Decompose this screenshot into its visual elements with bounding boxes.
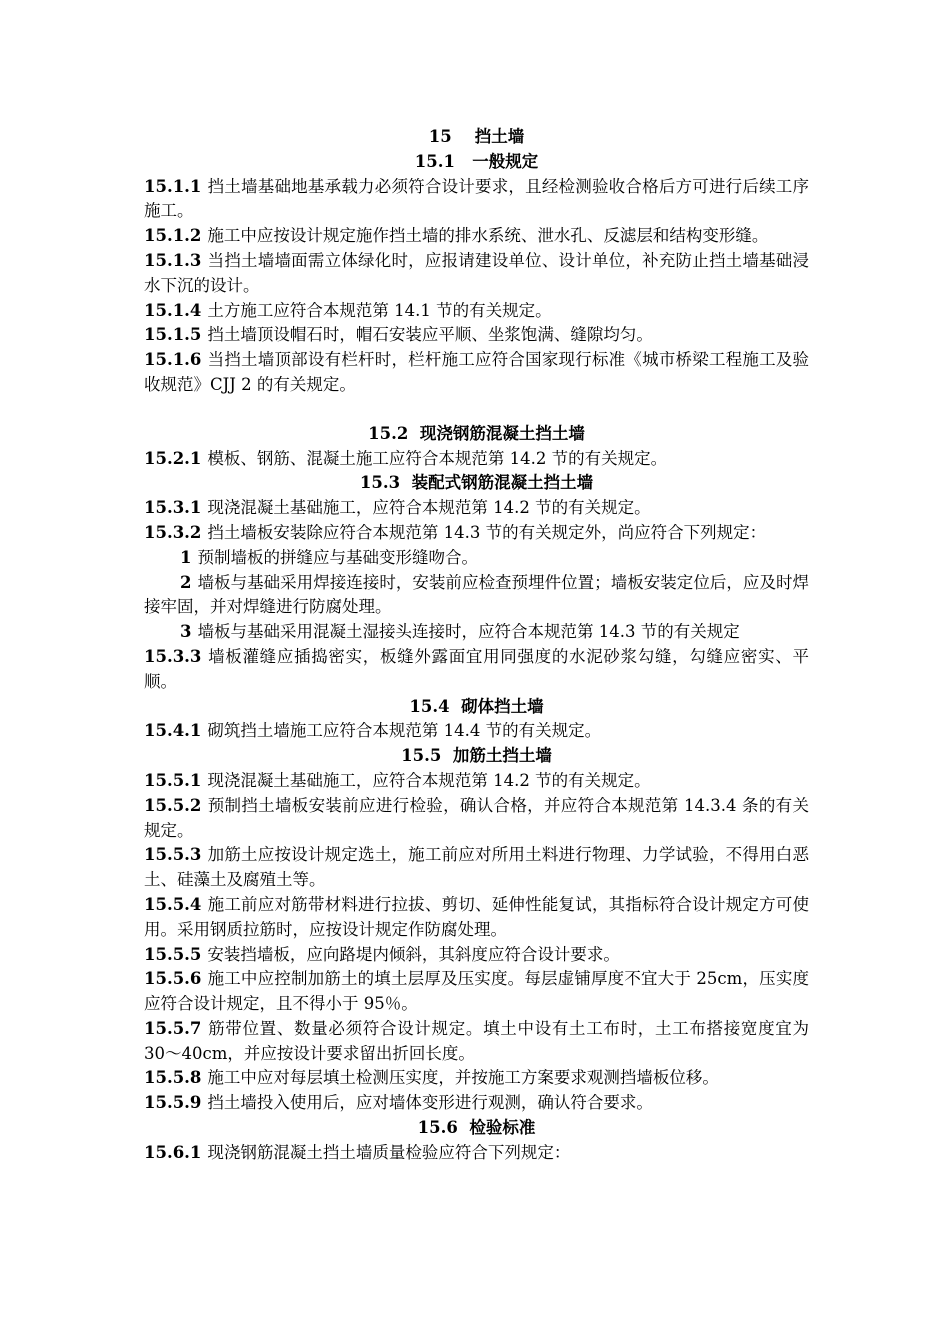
clause-paragraph xyxy=(144,645,809,695)
section-spacer xyxy=(144,398,809,422)
clause-paragraph xyxy=(144,249,809,299)
clause-number: 15.5.4 xyxy=(144,894,202,914)
clause-text: 砌筑挡土墙施工应符合本规范第 14.4 节的有关规定。 xyxy=(207,721,602,741)
section-number: 15.6 xyxy=(417,1118,458,1138)
clause-text: 预制挡土墙板安装前应进行检验，确认合格，并应符合本规范第 14.3.4 条的有关规定。 xyxy=(144,795,809,840)
clause-paragraph xyxy=(144,323,809,348)
clause-text: 筋带位置、数量必须符合设计规定。填土中设有土工布时，土工布搭接宽度宜为 30～40cm，并应按设计要求留出折回长度。 xyxy=(144,1018,809,1063)
clause-text: 加筋土应按设计规定选土，施工前应对所用土料进行物理、力学试验，不得用白恶土、硅藻土及腐殖土等。 xyxy=(144,845,809,890)
section-heading xyxy=(144,150,809,175)
chapter-number: 15 xyxy=(428,127,452,146)
clause-text: 模板、钢筋、混凝土施工应符合本规范第 14.2 节的有关规定。 xyxy=(207,448,668,468)
clause-text: 现浇钢筋混凝土挡土墙质量检验应符合下列规定： xyxy=(207,1142,571,1162)
clause-number: 15.1.6 xyxy=(144,350,202,370)
clause-text: 施工中应按设计规定施作挡土墙的排水系统、泄水孔、反滤层和结构变形缝。 xyxy=(207,226,769,246)
section-heading xyxy=(144,1116,809,1141)
section-heading xyxy=(144,744,809,769)
section-title: 加筋土挡土墙 xyxy=(452,746,552,766)
clause-paragraph xyxy=(144,348,809,398)
clause-paragraph xyxy=(144,967,809,1017)
clause-number: 3 xyxy=(180,622,192,642)
clause-number: 15.1.1 xyxy=(144,176,202,196)
clause-number: 15.4.1 xyxy=(144,721,202,741)
section-number: 15.4 xyxy=(409,696,450,716)
clause-text: 当挡土墙顶部设有栏杆时，栏杆施工应符合国家现行标准《城市桥梁工程施工及验收规范》CJJ 2 的有关规定。 xyxy=(144,350,809,394)
clause-paragraph xyxy=(144,769,809,794)
clause-number: 15.3.3 xyxy=(144,646,202,666)
section-heading xyxy=(144,422,809,447)
clause-number: 15.3.1 xyxy=(144,498,202,518)
clause-text: 挡土墙基础地基承载力必须符合设计要求，且经检测验收合格后方可进行后续工序施工。 xyxy=(144,176,809,221)
clause-text: 施工中应控制加筋土的填土层厚及压实度。每层虚铺厚度不宜大于 25cm，压实度应符合设计规定，且不得小于 95％。 xyxy=(144,969,809,1014)
clause-number: 2 xyxy=(180,572,192,592)
clause-paragraph xyxy=(144,175,809,225)
clause-number: 15.1.5 xyxy=(144,325,202,345)
clause-paragraph xyxy=(144,447,809,472)
clause-number: 15.5.9 xyxy=(144,1093,202,1113)
clause-text: 墙板与基础采用混凝土湿接头连接时，应符合本规范第 14.3 节的有关规定 xyxy=(197,622,740,642)
clause-text: 预制墙板的拼缝应与基础变形缝吻合。 xyxy=(197,547,478,567)
clause-paragraph xyxy=(144,571,809,621)
clause-paragraph xyxy=(144,1141,809,1166)
section-number: 15.5 xyxy=(401,746,442,766)
clause-paragraph xyxy=(144,496,809,521)
clause-text: 挡土墙板安装除应符合本规范第 14.3 节的有关规定外，尚应符合下列规定： xyxy=(207,522,767,542)
clause-number: 15.2.1 xyxy=(144,448,202,468)
clause-number: 15.5.1 xyxy=(144,770,202,790)
clause-paragraph xyxy=(144,521,809,546)
clause-text: 安装挡墙板，应向路堤内倾斜，其斜度应符合设计要求。 xyxy=(207,944,620,964)
clause-paragraph xyxy=(144,794,809,844)
section-number: 15.3 xyxy=(359,473,401,493)
section-title: 一般规定 xyxy=(472,151,539,171)
clause-number: 15.3.2 xyxy=(144,522,202,542)
section-number: 15.2 xyxy=(368,423,409,443)
chapter-heading xyxy=(144,125,809,150)
section-title: 检验标准 xyxy=(469,1118,536,1138)
clause-text: 当挡土墙墙面需立体绿化时，应报请建设单位、设计单位，补充防止挡土墙基础浸水下沉的设计。 xyxy=(144,250,809,295)
clause-number: 15.5.8 xyxy=(144,1068,202,1088)
clause-number: 15.5.5 xyxy=(144,944,202,964)
clause-number: 15.5.2 xyxy=(144,795,202,815)
chapter-title: 挡土墙 xyxy=(474,127,525,146)
document-content xyxy=(144,125,809,1166)
clause-text: 挡土墙顶设帽石时，帽石安装应平顺、坐浆饱满、缝隙均匀。 xyxy=(207,325,653,345)
clause-text: 挡土墙投入使用后，应对墙体变形进行观测，确认符合要求。 xyxy=(207,1093,653,1113)
clause-text: 墙板与基础采用焊接连接时，安装前应检查预埋件位置；墙板安装定位后，应及时焊接牢固，并对焊缝进行防腐处理。 xyxy=(144,572,809,617)
clause-number: 15.1.3 xyxy=(144,250,202,270)
clause-paragraph xyxy=(144,224,809,249)
clause-text: 现浇混凝土基础施工，应符合本规范第 14.2 节的有关规定。 xyxy=(207,498,651,518)
clause-paragraph xyxy=(144,943,809,968)
clause-paragraph xyxy=(144,546,809,571)
section-heading xyxy=(144,695,809,720)
clause-paragraph xyxy=(144,893,809,943)
clause-number: 15.6.1 xyxy=(144,1142,202,1162)
section-title: 砌体挡土墙 xyxy=(461,696,544,716)
clause-text: 施工中应对每层填土检测压实度，并按施工方案要求观测挡墙板位移。 xyxy=(207,1068,719,1088)
section-heading xyxy=(144,471,809,496)
section-title: 现浇钢筋混凝土挡土墙 xyxy=(419,423,585,443)
clause-number: 15.1.4 xyxy=(144,300,202,320)
clause-paragraph xyxy=(144,843,809,893)
clause-paragraph xyxy=(144,620,809,645)
clause-text: 墙板灌缝应插捣密实，板缝外露面宜用同强度的水泥砂浆勾缝，勾缝应密实、平顺。 xyxy=(144,646,809,691)
clause-paragraph xyxy=(144,1066,809,1091)
clause-text: 施工前应对筋带材料进行拉拔、剪切、延伸性能复试，其指标符合设计规定方可使用。采用钢质拉筋时，应按设计规定作防腐处理。 xyxy=(144,894,809,939)
section-number: 15.1 xyxy=(414,151,455,171)
clause-paragraph xyxy=(144,1017,809,1067)
clause-paragraph xyxy=(144,719,809,744)
clause-number: 15.5.7 xyxy=(144,1018,202,1038)
clause-paragraph xyxy=(144,1091,809,1116)
clause-number: 15.5.6 xyxy=(144,969,202,989)
clause-number: 1 xyxy=(180,547,192,567)
clause-number: 15.1.2 xyxy=(144,226,202,246)
section-title: 装配式钢筋混凝土挡土墙 xyxy=(411,473,594,493)
clause-text: 现浇混凝土基础施工，应符合本规范第 14.2 节的有关规定。 xyxy=(207,770,651,790)
clause-number: 15.5.3 xyxy=(144,845,202,865)
clause-paragraph xyxy=(144,299,809,324)
sections-container xyxy=(144,150,809,1166)
clause-text: 土方施工应符合本规范第 14.1 节的有关规定。 xyxy=(207,300,552,320)
